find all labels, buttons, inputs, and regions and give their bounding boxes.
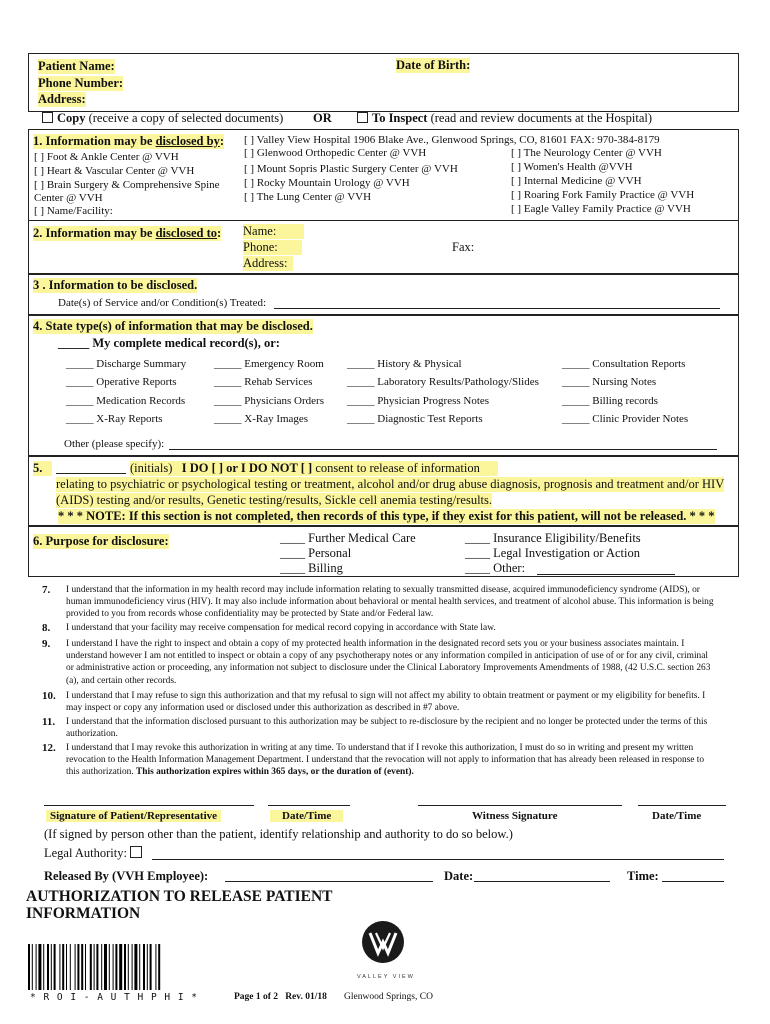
form-title-line2: INFORMATION <box>26 905 141 922</box>
section2-title: 2. Information may be disclosed to: <box>33 226 222 240</box>
record-type-3-3[interactable]: _____ Physician Progress Notes <box>347 395 490 407</box>
disclosed-to-phone-label: Phone: <box>243 240 302 255</box>
inspect-checkbox[interactable] <box>357 112 368 123</box>
statement-8-num: 8. <box>42 622 51 634</box>
legal-authority-label: Legal Authority: <box>44 846 146 861</box>
disclosed-by-mid-0[interactable]: [ ] Valley View Hospital 1906 Blake Ave., Glenwood Springs, CO, 81601 FAX: 970-384-8179 <box>244 134 660 146</box>
purpose-personal[interactable]: ____ Personal <box>280 546 352 560</box>
patient-datetime-line[interactable] <box>268 805 350 806</box>
section1-title: 1. Information may be disclosed by: <box>33 134 225 148</box>
legal-authority-input[interactable] <box>152 859 724 860</box>
disclosed-by-mid-2[interactable]: [ ] Mount Sopris Plastic Surgery Center @ VVH <box>244 163 458 175</box>
disclosed-to-fax-label: Fax: <box>452 240 475 254</box>
inspect-label: To Inspect <box>372 111 428 125</box>
release-date-label: Date: <box>444 869 474 883</box>
complete-record-label: My complete medical record(s), or: <box>92 336 280 350</box>
date-time-label-2: Date/Time <box>652 810 702 822</box>
purpose-legal[interactable]: ____ Legal Investigation or Action <box>465 546 640 560</box>
record-type-2-4[interactable]: _____ X-Ray Images <box>214 413 309 425</box>
other-specify-input[interactable] <box>169 449 717 450</box>
record-type-2-3[interactable]: _____ Physicians Orders <box>214 395 324 407</box>
valley-view-logo-icon <box>361 920 405 964</box>
record-type-4-4[interactable]: _____ Clinic Provider Notes <box>562 413 689 425</box>
statement-12-text: I understand that I may revoke this authorization in writing at any time. To understand that if I revoke this authorization, I must do so in writing and present my written revocation to the Health Information Management Department. I understand that the revocation will not apply to information that has already been released in response to this authorization. This authorization expires within 365 days, or the duration of (event). <box>66 743 705 778</box>
phone-number-label: Phone Number: <box>38 76 124 90</box>
record-type-4-3[interactable]: _____ Billing records <box>562 395 658 407</box>
disclosed-by-left-2[interactable]: [ ] Brain Surgery & Comprehensive Spine <box>34 179 220 191</box>
disclosed-by-left-4[interactable]: [ ] Name/Facility: <box>34 205 113 217</box>
section5-line3: (AIDS) testing and/or results, Genetic testing/results, Sickle cell anemia testing/results. <box>56 493 493 507</box>
witness-signature-line[interactable] <box>418 805 622 806</box>
section4-title: 4. State type(s) of information that may be disclosed. <box>33 319 313 333</box>
form-title-line1: AUTHORIZATION TO RELEASE PATIENT <box>26 888 333 905</box>
statement-7-num: 7. <box>42 584 51 596</box>
record-type-3-1[interactable]: _____ History & Physical <box>347 358 462 370</box>
disclosed-by-right-0[interactable]: [ ] The Neurology Center @ VVH <box>511 147 662 159</box>
statement-9-num: 9. <box>42 638 51 650</box>
witness-datetime-line[interactable] <box>638 805 726 806</box>
statement-11-text: I understand that the information disclosed pursuant to this authorization may be subject to re-disclosure by the recipient and no longer be protected under the terms of this authorization. <box>66 717 708 740</box>
disclosed-by-mid-3[interactable]: [ ] Rocky Mountain Urology @ VVH <box>244 177 410 189</box>
signature-label: Signature of Patient/Representative <box>46 810 221 822</box>
disclosed-by-left-3: Center @ VVH <box>34 192 103 204</box>
record-type-1-3[interactable]: _____ Medication Records <box>66 395 186 407</box>
patient-name-label: Patient Name: <box>38 59 115 73</box>
record-type-3-4[interactable]: _____ Diagnostic Test Reports <box>347 413 483 425</box>
disclosed-to-name-label: Name: <box>243 224 304 239</box>
record-type-4-1[interactable]: _____ Consultation Reports <box>562 358 686 370</box>
statement-10-num: 10. <box>42 690 56 702</box>
record-type-1-4[interactable]: _____ X-Ray Reports <box>66 413 163 425</box>
barcode <box>28 944 198 990</box>
record-type-1-2[interactable]: _____ Operative Reports <box>66 376 177 388</box>
patient-info-box <box>28 53 739 112</box>
released-by-input[interactable] <box>225 881 433 882</box>
dates-of-service-input[interactable] <box>274 308 720 309</box>
disclosed-by-right-3[interactable]: [ ] Roaring Fork Family Practice @ VVH <box>511 189 695 201</box>
inspect-desc: (read and review documents at the Hospital) <box>430 111 653 125</box>
purpose-insurance[interactable]: ____ Insurance Eligibility/Benefits <box>465 531 641 545</box>
complete-record-option[interactable]: _____ My complete medical record(s), or: <box>58 336 280 350</box>
record-type-2-1[interactable]: _____ Emergency Room <box>214 358 324 370</box>
copy-desc: (receive a copy of selected documents) <box>88 111 284 125</box>
release-time-label: Time: <box>627 869 659 883</box>
disclosed-to-address-label: Address: <box>243 256 293 271</box>
purpose-other-input[interactable] <box>537 574 675 575</box>
disclosed-by-right-2[interactable]: [ ] Internal Medicine @ VVH <box>511 175 642 187</box>
address-label: Address: <box>38 92 86 106</box>
statement-7-text: I understand that the information in my health record may include information relating to sexually transmitted disease, acquired immunodeficiency syndrome (AIDS), or human immunodeficiency virus (HIV). It may also include information about behavioral or mental health services, and treatment of alcohol abuse. This information is being provided to you from records whose confidentiality may be protected by State and/or Federal law. <box>66 585 714 620</box>
statement-9-text: I understand I have the right to inspect and obtain a copy of my protected health information in the designated record sets you or your business associates maintain. I understand however I am not entitled to inspect or obtain a copy of any psychotherapy notes or any information compiled in anticipation of use of or for any civil, criminal or administrative action or proceeding, any information not subject to disclosure under the Clinical Laboratory Improvements Amendments of 1988, (42 U.S.C. section 263 (a), and certain other records. <box>66 639 711 686</box>
disclosed-by-right-4[interactable]: [ ] Eagle Valley Family Practice @ VVH <box>511 203 691 215</box>
dates-of-service-label: Date(s) of Service and/or Condition(s) Treated: <box>58 297 267 309</box>
section5-num: 5. <box>33 461 52 476</box>
record-type-4-2[interactable]: _____ Nursing Notes <box>562 376 657 388</box>
section5-line2: relating to psychiatric or psychological testing or treatment, alcohol and/or drug abuse diagnosis, prognosis and treatment and/or HIV <box>56 477 725 491</box>
patient-signature-line[interactable] <box>44 805 254 806</box>
date-time-label: Date/Time <box>270 810 343 822</box>
disclosed-by-mid-4[interactable]: [ ] The Lung Center @ VVH <box>244 191 372 203</box>
purpose-billing[interactable]: ____ Billing <box>280 561 343 575</box>
disclosed-by-right-1[interactable]: [ ] Women's Health @VVH <box>511 161 633 173</box>
copy-label: Copy <box>57 111 86 125</box>
statement-10-text: I understand that I may refuse to sign this authorization and that my refusal to sign will not affect my ability to obtain treatment or payment or my eligibility for benefits. I may inspect or copy any information used or disclosed under this authorization as described in #7 above. <box>66 691 706 714</box>
release-date-input[interactable] <box>474 881 610 882</box>
witness-label: Witness Signature <box>472 810 558 822</box>
other-specify-label: Other (please specify): <box>64 438 165 450</box>
purpose-further-care[interactable]: ____ Further Medical Care <box>280 531 416 545</box>
page-number: Page 1 of 2 Rev. 01/18 <box>234 992 327 1002</box>
section5-note: * * * NOTE: If this section is not completed, then records of this type, if they exist for this patient, will not be released. * * * <box>58 509 715 523</box>
location-label: Glenwood Springs, CO <box>344 992 433 1002</box>
barcode-text: * R O I - A U T H P H I * <box>30 992 198 1003</box>
dob-label: Date of Birth: <box>396 58 471 72</box>
section5-initials-input[interactable] <box>56 473 126 474</box>
legal-authority-checkbox[interactable] <box>130 846 142 858</box>
record-type-3-2[interactable]: _____ Laboratory Results/Pathology/Slides <box>347 376 539 388</box>
or-label: OR <box>313 111 332 125</box>
signature-note: (If signed by person other than the patient, identify relationship and authority to do so below.) <box>44 827 513 841</box>
disclosed-by-left-1[interactable]: [ ] Heart & Vascular Center @ VVH <box>34 165 195 177</box>
logo-wordmark: VALLEY VIEW <box>357 974 415 980</box>
disclosed-by-mid-1[interactable]: [ ] Glenwood Orthopedic Center @ VVH <box>244 147 427 159</box>
purpose-other[interactable]: ____ Other: <box>465 561 526 575</box>
inspect-option[interactable] <box>357 111 652 126</box>
section3-title: 3 . Information to be disclosed. <box>33 278 198 292</box>
release-time-input[interactable] <box>662 881 724 882</box>
statement-8-text: I understand that your facility may receive compensation for medical record copying in accordance with State law. <box>66 623 496 633</box>
record-type-1-1[interactable]: _____ Discharge Summary <box>66 358 187 370</box>
statement-12-num: 12. <box>42 742 56 754</box>
copy-checkbox[interactable] <box>42 112 53 123</box>
section6-title: 6. Purpose for disclosure: <box>33 534 169 548</box>
released-by-label: Released By (VVH Employee): <box>44 869 209 883</box>
disclosed-by-left-0[interactable]: [ ] Foot & Ankle Center @ VVH <box>34 151 179 163</box>
section5-consent-line: (initials) I DO [ ] or I DO NOT [ ] consent to release of information <box>130 461 498 476</box>
record-type-2-2[interactable]: _____ Rehab Services <box>214 376 313 388</box>
statement-11-num: 11. <box>42 716 56 728</box>
copy-option[interactable] <box>42 111 283 126</box>
